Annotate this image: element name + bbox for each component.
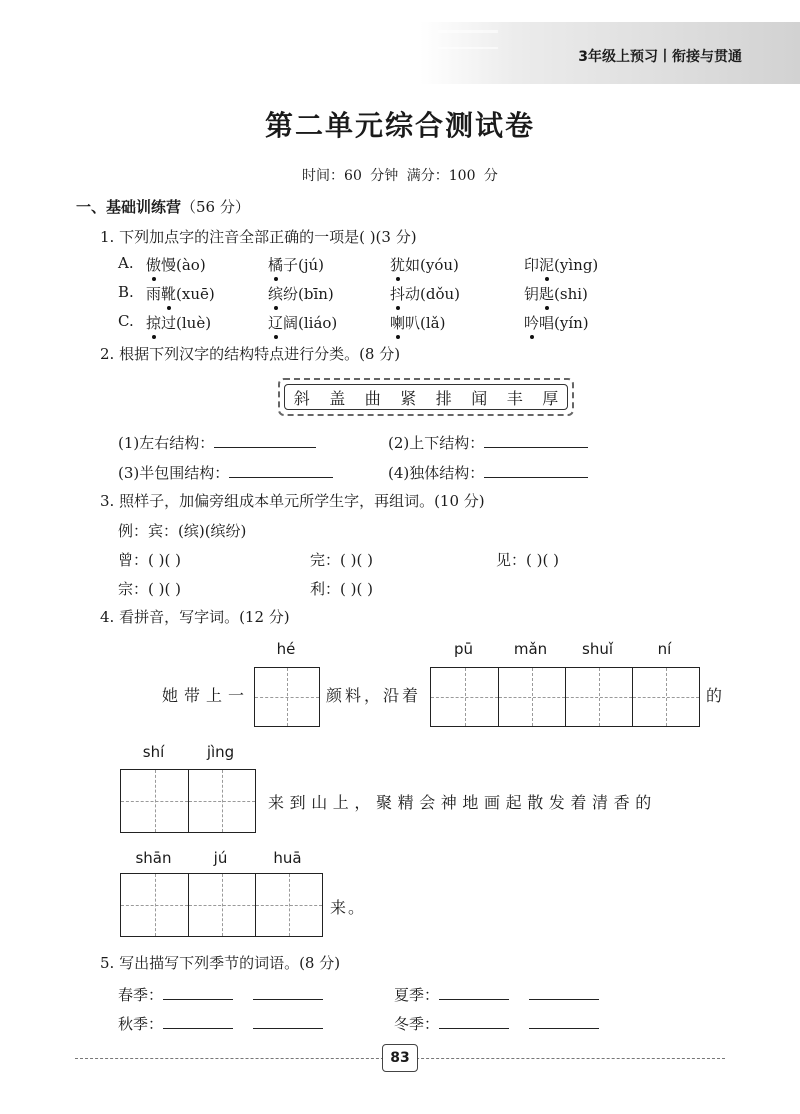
option-word [268,283,334,304]
page-title: 第二单元综合测试卷 [264,109,535,142]
structure-label: (4)独体结构： [388,464,485,482]
word-rest: (yìng) [554,256,599,274]
character: 厚 [542,388,559,408]
season-summer [394,984,599,1005]
dotted-char: 抖 [390,285,406,303]
word-rest: (shi) [554,285,588,303]
answer-blank[interactable] [253,985,323,1000]
word-rest: 过(luè) [161,314,212,332]
option-word [268,254,324,275]
character: 紧 [400,388,417,408]
dotted-char: 犹 [390,256,406,274]
question-4-stem: 4. 看拼音，写字词。(12 分) [100,608,290,626]
question-5-stem: 5. 写出描写下列季节的词语。(8 分) [100,954,341,972]
word-group-5[interactable]: 利：( )( ) [310,580,373,598]
grid-cell[interactable] [632,668,699,726]
question-3-example: 例：宾：(缤)(缤纷) [118,522,247,540]
section-heading [76,196,250,217]
sentence-part: 的 [706,686,729,705]
option-word [524,312,589,333]
answer-blank[interactable] [529,1014,599,1029]
answer-blank[interactable] [253,1014,323,1029]
season-label: 春季： [118,986,164,1004]
answer-blank[interactable] [229,463,333,478]
section-points: （56 分） [181,198,250,216]
option-label[interactable]: B. [118,283,134,301]
pinyin: shān [135,849,172,867]
word-char: 雨 [146,285,162,303]
season-label: 夏季： [394,986,440,1004]
structure-left-right [118,432,316,453]
word-group-3[interactable]: 见：( )( ) [496,551,559,569]
character: 闻 [471,388,488,408]
question-3-stem: 3. 照样子，加偏旁组成本单元所学生字，再组词。(10 分) [100,492,485,510]
character-list [278,378,574,416]
word-rest: 动(dǒu) [405,285,461,303]
option-word [390,254,459,275]
structure-label: (2)上下结构： [388,434,485,452]
dotted-char: 辽 [268,314,284,332]
grid-cell[interactable] [188,874,255,936]
option-word [390,312,445,333]
answer-blank[interactable] [214,433,316,448]
season-label: 秋季： [118,1015,164,1033]
answer-blank[interactable] [163,1014,233,1029]
pinyin: huā [273,849,302,867]
season-spring [118,984,323,1005]
grid-cell[interactable] [565,668,632,726]
option-label[interactable]: A. [118,254,134,272]
sentence-part: 来到山上，聚精会神地画起散发着清香的 [268,793,657,812]
word-rest: 纷(bīn) [283,285,334,303]
word-rest: (xuē) [176,285,215,303]
character: 丰 [506,388,523,408]
structure-single [388,462,588,483]
word-char: 印 [524,256,540,274]
character: 斜 [293,388,310,408]
grid-cell[interactable] [255,874,322,936]
answer-blank[interactable] [439,985,509,1000]
pinyin: shuǐ [582,640,613,658]
character: 曲 [364,388,381,408]
grid-cell[interactable] [121,770,188,832]
question-1-stem: 1. 下列加点字的注音全部正确的一项是( )(3 分) [100,228,417,246]
writing-grid-2[interactable] [430,667,700,727]
pinyin: jìng [206,743,235,761]
section-label: 一、基础训练营 [76,198,182,216]
dotted-char: 缤 [268,285,284,303]
season-winter [394,1013,599,1034]
grid-cell[interactable] [121,874,188,936]
writing-grid-3[interactable] [120,769,256,833]
structure-top-bottom [388,432,588,453]
question-2-stem: 2. 根据下列汉字的结构特点进行分类。(8 分) [100,345,401,363]
word-rest: 阔(liáo) [283,314,338,332]
pinyin-row-2 [430,640,698,658]
dotted-char: 喇 [390,314,406,332]
writing-grid-1[interactable] [254,667,320,727]
grid-cell[interactable] [498,668,565,726]
grid-cell[interactable] [188,770,255,832]
structure-label: (3)半包围结构： [118,464,230,482]
option-word [146,254,206,275]
pinyin: jú [213,849,228,867]
answer-blank[interactable] [484,463,588,478]
option-word [524,254,598,275]
word-rest: 唱(yín) [539,314,589,332]
season-label: 冬季： [394,1015,440,1033]
season-autumn [118,1013,323,1034]
option-word [390,283,460,304]
pinyin-row-4 [120,849,321,867]
pinyin-row-3 [120,743,254,761]
dotted-char: 匙 [539,285,555,303]
sentence-part: 她带上一 [162,686,251,705]
sentence-part: 来。 [330,898,367,917]
option-label[interactable]: C. [118,312,134,330]
word-group-1[interactable]: 曾：( )( ) [118,551,181,569]
answer-blank[interactable] [529,985,599,1000]
pinyin: mǎn [513,640,548,658]
pinyin: shí [142,743,165,761]
word-char: 钥 [524,285,540,303]
answer-blank[interactable] [163,985,233,1000]
structure-half-enclosed [118,462,333,483]
pinyin: pū [453,640,474,658]
character: 盖 [329,388,346,408]
option-word [524,283,588,304]
writing-grid-4[interactable] [120,873,323,937]
dotted-char: 傲 [146,256,162,274]
word-rest: 如(yóu) [405,256,459,274]
sentence-part: 颜料，沿着 [326,686,422,705]
grid-cell[interactable] [255,668,319,726]
answer-blank[interactable] [439,1014,509,1029]
pinyin: hé [276,640,296,658]
option-word [268,312,337,333]
character: 排 [435,388,452,408]
dotted-char: 橘 [268,256,284,274]
word-group-2[interactable]: 完：( )( ) [310,551,373,569]
option-word [146,283,215,304]
series-label: 3年级上预习丨衔接与贯通 [578,49,742,65]
dotted-char: 吟 [524,314,540,332]
pinyin: ní [657,640,672,658]
pinyin-row-1 [254,640,318,658]
option-word [146,312,211,333]
page-number: 83 [382,1044,418,1072]
answer-blank[interactable] [484,433,588,448]
dotted-char: 靴 [161,285,177,303]
grid-cell[interactable] [431,668,498,726]
word-group-4[interactable]: 宗：( )( ) [118,580,181,598]
header-decoration [438,30,498,49]
time-score-info: 时间：60 分钟 满分：100 分 [302,168,498,184]
word-rest: 子(jú) [283,256,325,274]
structure-label: (1)左右结构： [118,434,215,452]
word-rest: 叭(lǎ) [405,314,446,332]
dotted-char: 掠 [146,314,162,332]
dotted-char: 泥 [539,256,555,274]
word-rest: 慢(ào) [161,256,206,274]
